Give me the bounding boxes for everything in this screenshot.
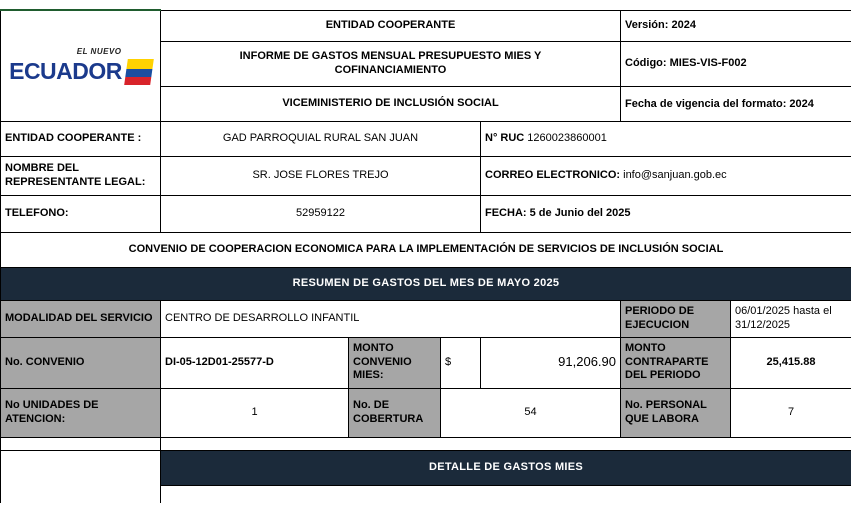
email-label: CORREO ELECTRONICO:	[485, 168, 621, 181]
ruc-cell[interactable]	[481, 121, 851, 156]
code-cell: Código: MIES-VIS-F002	[621, 41, 851, 86]
info-row-legal-rep	[1, 156, 851, 195]
entity-value[interactable]: GAD PARROQUIAL RURAL SAN JUAN	[161, 121, 481, 156]
period-value[interactable]: 06/01/2025 hasta el 31/12/2025	[731, 300, 851, 337]
ministry-title: VICEMINISTERIO DE INCLUSIÓN SOCIAL	[161, 86, 621, 121]
counterpart-value[interactable]: 25,415.88	[731, 337, 851, 388]
agreement-banner: CONVENIO DE COOPERACION ECONOMICA PARA LA IMPLEMENTACIÓN DE SERVICIOS DE INCLUSIÓN SOCIAL	[1, 232, 851, 267]
summary-row-units	[1, 388, 851, 437]
phone-value[interactable]: 52959122	[161, 195, 481, 232]
ecuador-flag-icon	[124, 59, 154, 85]
amount-value[interactable]: 91,206.90	[481, 337, 621, 388]
units-value[interactable]: 1	[161, 388, 349, 437]
header-row-1	[1, 10, 851, 41]
agreement-no-value[interactable]: DI-05-12D01-25577-D	[161, 337, 349, 388]
detail-left-gutter	[1, 450, 161, 485]
spacer-right	[161, 437, 851, 450]
logo-main	[6, 57, 156, 86]
summary-row-agreement	[1, 337, 851, 388]
ecuador-logo	[6, 41, 156, 90]
legal-rep-value[interactable]: SR. JOSE FLORES TREJO	[161, 156, 481, 195]
spacer-left	[1, 437, 161, 450]
coverage-label: No. DE COBERTURA	[349, 388, 441, 437]
entity-label: ENTIDAD COOPERANTE :	[1, 121, 161, 156]
legal-rep-label: NOMBRE DEL REPRESENTANTE LEGAL:	[1, 156, 161, 195]
version-cell: Versión: 2024	[621, 10, 851, 41]
modality-label: MODALIDAD DEL SERVICIO	[1, 300, 161, 337]
logo-tagline: EL NUEVO	[76, 47, 122, 57]
top-rule-row	[1, 0, 851, 10]
coverage-value[interactable]: 54	[441, 388, 621, 437]
spacer-row	[1, 437, 851, 450]
agreement-no-label: No. CONVENIO	[1, 337, 161, 388]
logo-wordmark: ECUADOR	[9, 58, 122, 85]
green-rule	[1, 0, 161, 10]
report-title: INFORME DE GASTOS MENSUAL PRESUPUESTO MIES Y COFINANCIAMIENTO	[161, 41, 621, 86]
bottom-spacer	[161, 485, 851, 503]
email-value: info@sanjuan.gob.ec	[623, 168, 727, 181]
detail-banner: DETALLE DE GASTOS MIES	[161, 450, 851, 485]
email-cell[interactable]	[481, 156, 851, 195]
staff-value[interactable]: 7	[731, 388, 851, 437]
top-rule-spacer	[161, 0, 851, 10]
date-cell[interactable]	[481, 195, 851, 232]
ruc-label: N° RUC	[485, 131, 525, 144]
summary-banner: RESUMEN DE GASTOS DEL MES DE MAYO 2025	[1, 267, 851, 300]
ruc-value: 1260023860001	[527, 131, 607, 144]
amount-label: MONTO CONVENIO MIES:	[349, 337, 441, 388]
agreement-banner-row	[1, 232, 851, 267]
amount-currency: $	[441, 337, 481, 388]
counterpart-label: MONTO CONTRAPARTE DEL PERIODO	[621, 337, 731, 388]
units-label: No UNIDADES DE ATENCION:	[1, 388, 161, 437]
validity-cell: Fecha de vigencia del formato: 2024	[621, 86, 851, 121]
date-value: 5 de Junio del 2025	[529, 206, 631, 219]
modality-value[interactable]: CENTRO DE DESARROLLO INFANTIL	[161, 300, 621, 337]
bottom-row	[1, 485, 851, 503]
phone-label: TELEFONO:	[1, 195, 161, 232]
staff-label: No. PERSONAL QUE LABORA	[621, 388, 731, 437]
logo-cell	[1, 10, 161, 121]
detail-banner-row	[1, 450, 851, 485]
entity-title: ENTIDAD COOPERANTE	[161, 10, 621, 41]
info-row-phone	[1, 195, 851, 232]
date-label: FECHA:	[485, 206, 527, 219]
bottom-left-gutter	[1, 485, 161, 503]
period-label: PERIODO DE EJECUCION	[621, 300, 731, 337]
summary-banner-row	[1, 267, 851, 300]
info-row-entity	[1, 121, 851, 156]
summary-row-modality	[1, 300, 851, 337]
